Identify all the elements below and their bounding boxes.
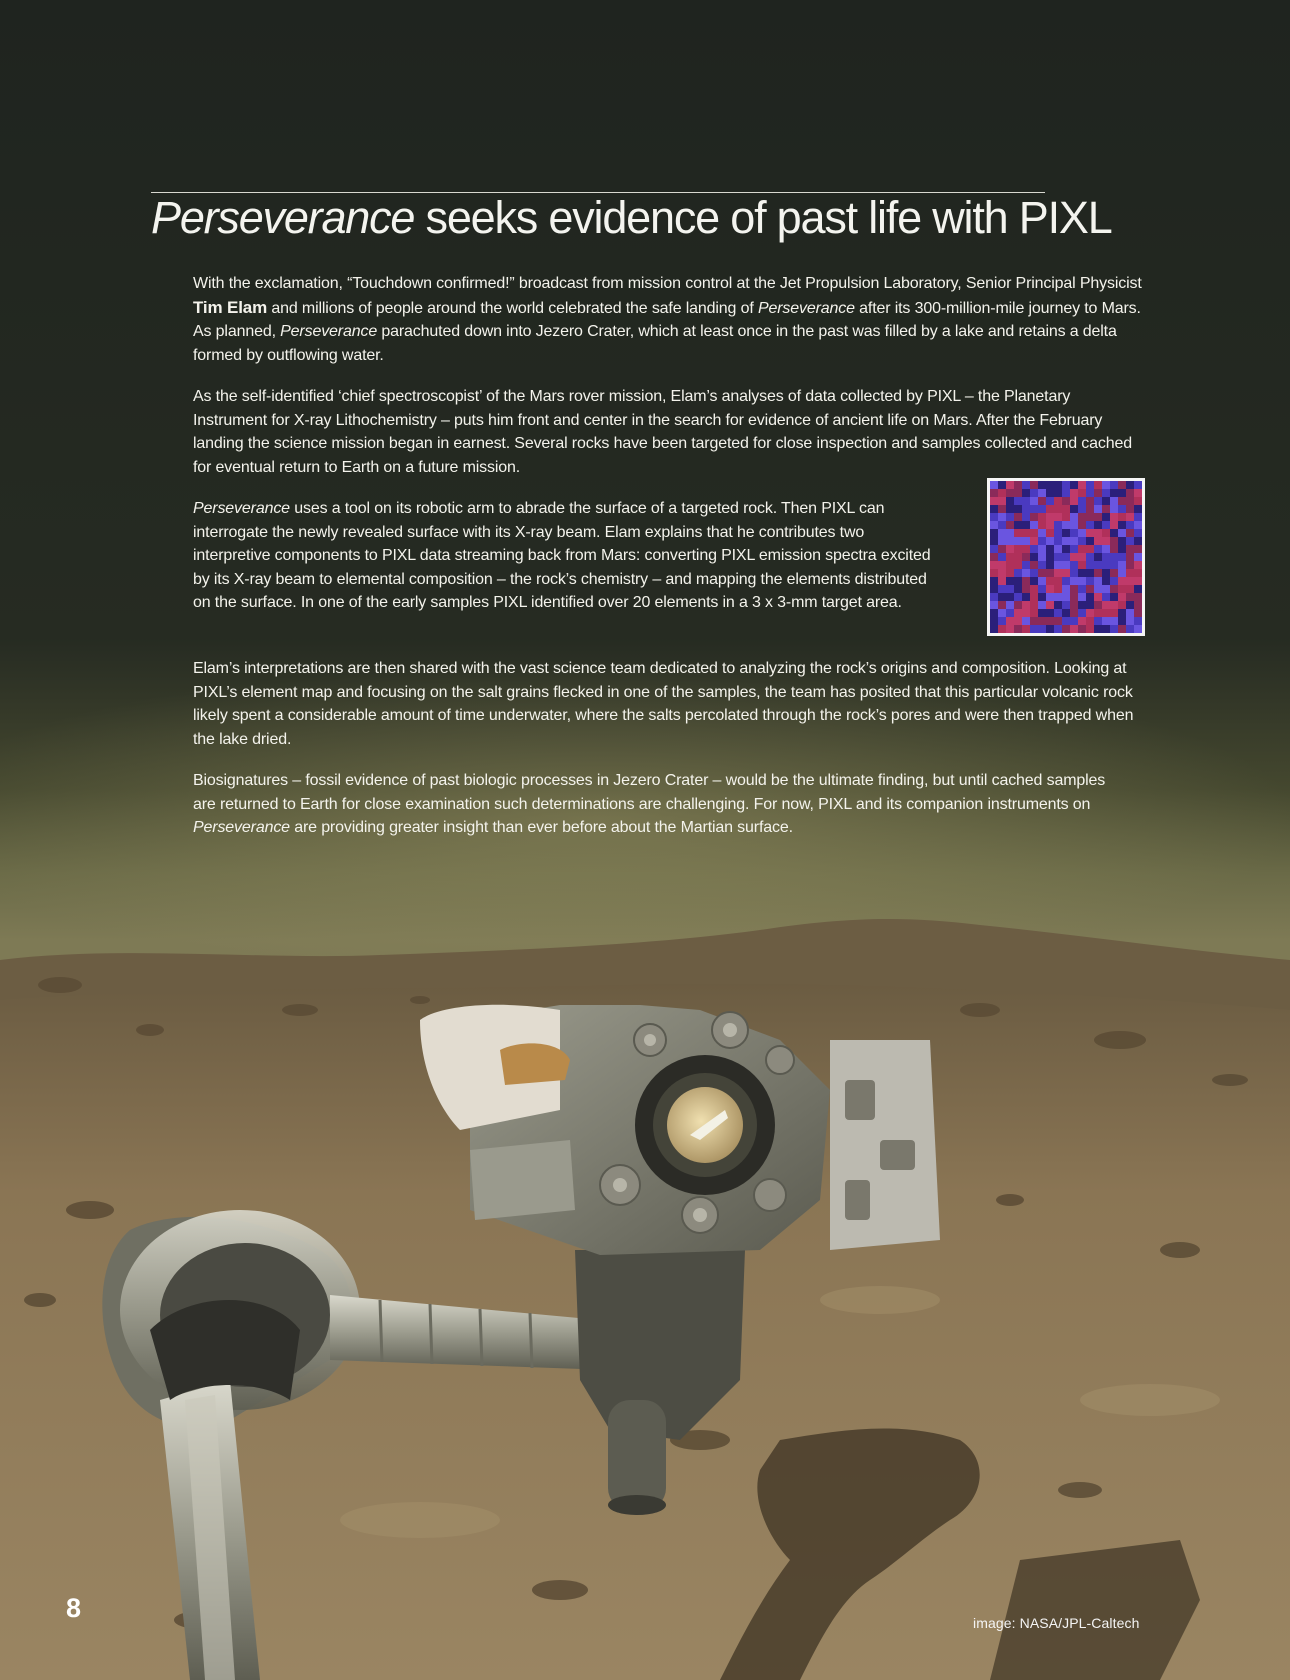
paragraph-4 (193, 657, 1146, 751)
p4-text: Elam’s interpretations are then shared with the vast science team dedicated to analyzing the rock’s origins and composition. Looking at PIXL’s element map and focusing on the salt grains flecked in one of the samples, the team has posited that this particular volcanic rock likely spent a considerable amount of time underwater, where the salts percolated through the rock’s pores and were then trapped when the lake dried. (193, 660, 1134, 748)
pixl-element-map-inset (987, 478, 1145, 636)
pixl-element-map (990, 481, 1142, 633)
title-italic: Perseverance (151, 192, 415, 243)
paragraph-5 (193, 769, 1113, 840)
p1-italic-1: Perseverance (757, 299, 855, 317)
title-text: seeks evidence of past life with PIXL (414, 192, 1112, 243)
paragraph-1 (193, 272, 1146, 367)
paragraph-2 (193, 385, 1146, 479)
p5-text-2: are providing greater insight than ever before about the Martian surface. (289, 819, 793, 836)
paragraph-3 (193, 497, 933, 615)
p1-text-1: With the exclamation, “Touchdown confirmed!” broadcast from mission control at the Jet Propulsion Laboratory, Senior Principal Physicist (193, 275, 1142, 292)
p3-text: uses a tool on its robotic arm to abrade the surface of a targeted rock. Then PIXL can interrogate the newly revealed surface with its X-ray beam. Elam explains that he contributes two interpretive components to PIXL data streaming back from Mars: converting PIXL emission spectra excited by its X-ray beam to elemental composition – the rock’s chemistry – and mapping the elements distributed on the surface. In one of the early samples PIXL identified over 20 elements in a 3 x 3-mm target area. (193, 500, 931, 611)
p5-text-1: Biosignatures – fossil evidence of past biologic processes in Jezero Crater – would be the ultimate finding, but until cached samples are returned to Earth for close examination such determinations are challenging. For now, PIXL and its companion instruments on (193, 772, 1106, 813)
p1-text-3: after its 300-million-mile journey to Mars. As planned, (193, 299, 1141, 340)
p2-text: As the self-identified ‘chief spectroscopist’ of the Mars rover mission, Elam’s analyses of data collected by PIXL – the Planetary Instrument for X-ray Lithochemistry – puts him front and center in the search for evidence of ancient life on Mars. After the February landing the science mission began in earnest. Several rocks have been targeted for close inspection and samples collected and cached for eventual return to Earth on a future mission. (193, 388, 1133, 476)
image-credit: image: NASA/JPL-Caltech (973, 1615, 1140, 1631)
p1-text-4: parachuted down into Jezero Crater, which at least once in the past was filled by a lake and retains a delta formed by outflowing water. (193, 323, 1117, 364)
p1-text-2: and millions of people around the world celebrated the safe landing of (267, 299, 758, 317)
article-title (151, 190, 1112, 246)
page-number: 8 (66, 1593, 82, 1623)
p5-italic: Perseverance (193, 819, 290, 836)
p1-name: Tim Elam (193, 297, 268, 317)
p1-italic-2: Perseverance (280, 323, 378, 340)
p3-italic: Perseverance (193, 500, 290, 517)
